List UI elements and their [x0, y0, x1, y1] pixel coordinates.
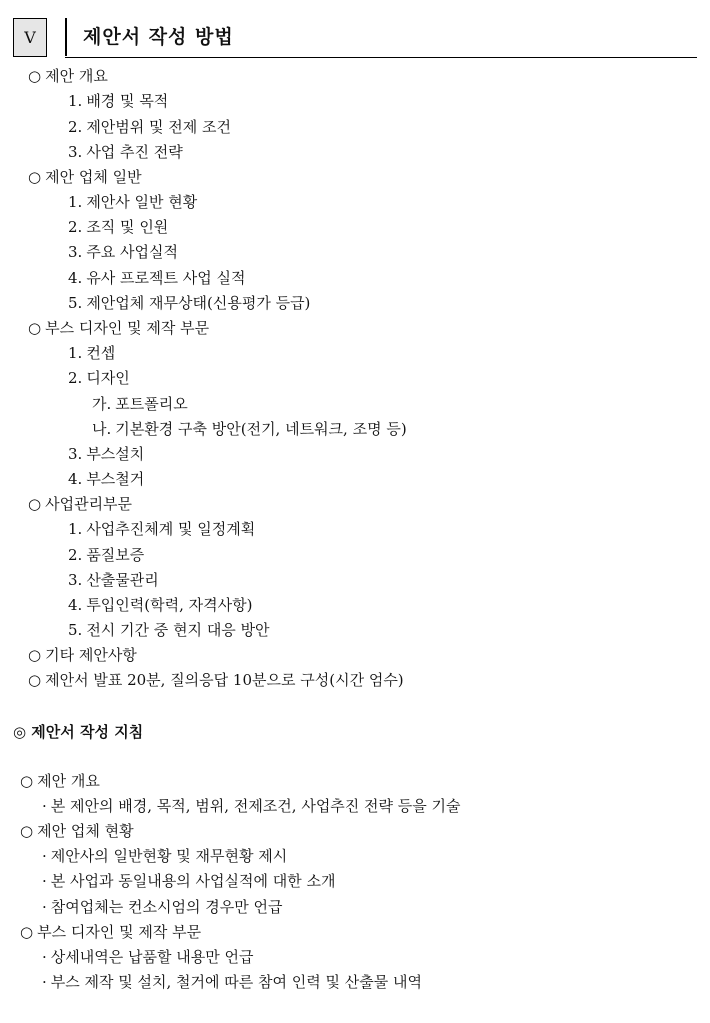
outline-item: 3. 주요 사업실적	[68, 243, 179, 261]
outline-item: 3. 부스설치	[68, 445, 145, 463]
outline-item: 5. 전시 기간 중 현지 대응 방안	[68, 621, 270, 639]
guide-item: · 제안사의 일반현황 및 재무현황 제시	[42, 847, 288, 865]
guide-item: · 본 제안의 배경, 목적, 범위, 전제조건, 사업추진 전략 등을 기술	[42, 797, 461, 815]
outline-item: 1. 배경 및 목적	[68, 92, 169, 110]
outline-item: ○ 제안 개요	[28, 67, 108, 85]
outline-item: ○ 기타 제안사항	[28, 646, 137, 664]
guide-item: · 참여업체는 컨소시엄의 경우만 언급	[42, 898, 283, 916]
outline-item: ○ 제안서 발표 20분, 질의응답 10분으로 구성(시간 엄수)	[28, 671, 404, 689]
outline-item: 4. 투입인력(학력, 자격사항)	[68, 596, 253, 614]
outline-item: 5. 제안업체 재무상태(신용평가 등급)	[68, 294, 311, 312]
outline-item: 2. 조직 및 인원	[68, 218, 169, 236]
guide-item: ○ 제안 업체 현황	[20, 822, 134, 840]
title-divider	[65, 18, 67, 56]
outline-item: 1. 사업추진체계 및 일정계획	[68, 520, 256, 538]
section-header	[13, 14, 697, 59]
guide-item: · 본 사업과 동일내용의 사업실적에 대한 소개	[42, 872, 336, 890]
outline-item: 4. 부스철거	[68, 470, 145, 488]
guide-item: · 상세내역은 납품할 내용만 언급	[42, 948, 254, 966]
outline-item: ○ 부스 디자인 및 제작 부문	[28, 319, 210, 337]
title-underline	[65, 57, 697, 58]
guide-item: · 부스 제작 및 설치, 철거에 따른 참여 인력 및 산출물 내역	[42, 973, 423, 991]
outline-item: 가. 포트폴리오	[92, 395, 188, 413]
guide-item: ○ 제안 개요	[20, 772, 100, 790]
outline-item: 3. 산출물관리	[68, 571, 159, 589]
outline-item: 나. 기본환경 구축 방안(전기, 네트워크, 조명 등)	[92, 420, 407, 438]
section-number-box: Ⅴ	[13, 18, 47, 57]
outline-item: ○ 제안 업체 일반	[28, 168, 142, 186]
outline-item: ○ 사업관리부문	[28, 495, 133, 513]
outline-item: 2. 디자인	[68, 369, 130, 387]
outline-item: 2. 제안범위 및 전제 조건	[68, 118, 232, 136]
outline-item: 3. 사업 추진 전략	[68, 143, 183, 161]
section-title: 제안서 작성 방법	[83, 26, 234, 48]
outline-item: 2. 품질보증	[68, 546, 145, 564]
outline-item: 1. 제안사 일반 현황	[68, 193, 198, 211]
outline-item: 1. 컨셉	[68, 344, 116, 362]
guide-item: ○ 부스 디자인 및 제작 부문	[20, 923, 202, 941]
guide-heading: ◎ 제안서 작성 지침	[13, 723, 144, 741]
outline-item: 4. 유사 프로젝트 사업 실적	[68, 269, 246, 287]
